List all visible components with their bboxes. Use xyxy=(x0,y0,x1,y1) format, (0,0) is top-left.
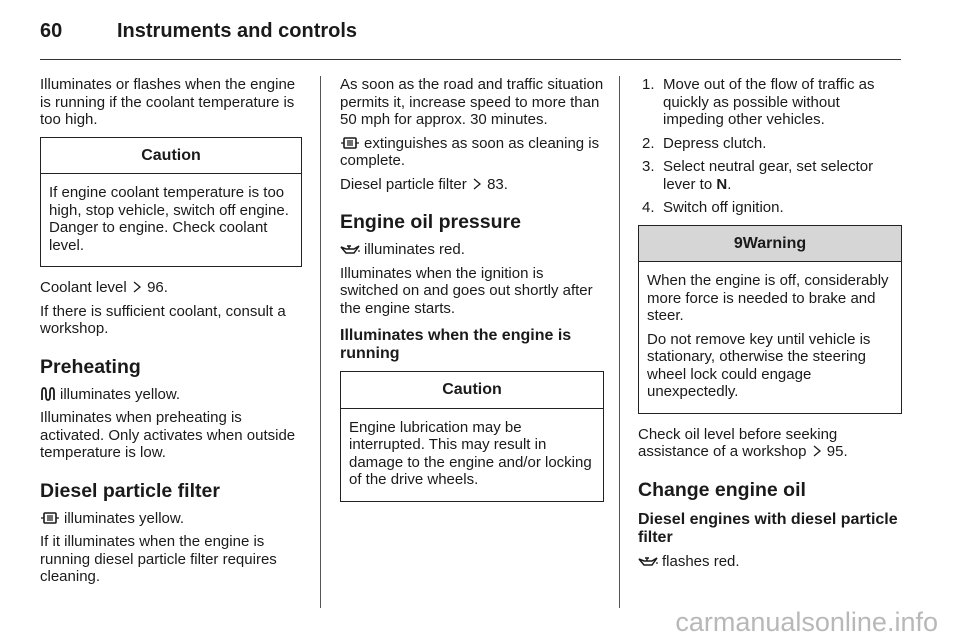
oil-can-icon xyxy=(340,243,360,257)
workshop-text: If there is sufficient coolant, consult a workshop. xyxy=(40,302,286,337)
preheating-heading: Preheating xyxy=(40,355,141,378)
page-ref[interactable]: 96. xyxy=(147,279,168,296)
steps-list xyxy=(638,76,902,217)
warning-text: When the engine is off, considerably more force is needed to brake and steer. xyxy=(647,272,889,324)
check-oil-ref: Check oil level before seeking assistance of a workshop 95. xyxy=(638,425,848,460)
list-item: 1. Move out of the flow of traffic as quickly as possible without impeding other vehicles. xyxy=(642,76,875,128)
warning-heading: 9Warning xyxy=(639,226,901,263)
change-oil-icon-line: flashes red. xyxy=(638,553,902,571)
column-3 xyxy=(638,76,902,576)
caution-heading: Caution xyxy=(41,138,301,175)
page-ref[interactable]: 83. xyxy=(487,175,508,193)
dpf-ref: Diesel particle filter 83. xyxy=(340,175,508,193)
page-ref-arrow-icon xyxy=(813,445,821,457)
oil-pressure-heading: Engine oil pressure xyxy=(340,211,521,233)
speed-text: As soon as the road and traffic situation permits it, increase speed to more than 50 mph for approx. 30 minutes. xyxy=(340,76,604,128)
change-oil-heading: Change engine oil xyxy=(638,478,806,501)
engine-running-subheading: Illuminates when the engine is running xyxy=(340,327,572,362)
page-number: 60 xyxy=(40,20,63,42)
oil-pressure-icon-line: illuminates red. xyxy=(340,241,604,259)
oil-can-icon xyxy=(638,555,658,569)
list-item: 2. Depress clutch. xyxy=(642,134,767,152)
page-title: Instruments and controls xyxy=(117,20,358,42)
warning-symbol: 9 xyxy=(733,234,743,252)
caution-box xyxy=(40,137,302,268)
intro-text: Illuminates or flashes when the engine is running if the coolant temperature is too high. xyxy=(40,76,296,128)
diesel-dpf-subheading: Diesel engines with diesel particle filter xyxy=(638,510,898,546)
page-ref[interactable]: 95. xyxy=(826,443,848,460)
dpf-text: If it illuminates when the engine is running diesel particle filter requires cleaning. xyxy=(40,533,277,585)
column-1 xyxy=(40,76,302,592)
column-2 xyxy=(340,76,604,514)
caution-box xyxy=(340,371,604,502)
column-divider xyxy=(619,76,620,608)
dpf-icon xyxy=(40,510,60,526)
caution-text: Engine lubrication may be interrupted. This may result in damage to the engine and/or locking of the drive wheels. xyxy=(349,418,592,488)
preheating-icon-line: illuminates yellow. xyxy=(40,386,302,404)
warning-box xyxy=(638,225,902,414)
header-rule xyxy=(40,59,901,60)
caution-text: If engine coolant temperature is too high, stop vehicle, switch off engine. Danger to engine. Check coolant level. xyxy=(49,184,289,254)
caution-heading: Caution xyxy=(341,372,603,409)
warning-text: Do not remove key until vehicle is stationary, otherwise the steering wheel lock could engage unexpectedly. xyxy=(647,330,871,400)
column-divider xyxy=(320,76,321,608)
page-ref-arrow-icon xyxy=(133,281,141,293)
dpf-heading: Diesel particle filter xyxy=(40,479,220,502)
list-item: 4. Switch off ignition. xyxy=(642,199,784,216)
dpf-extinguish-line: extinguishes as soon as cleaning is complete. xyxy=(340,134,600,169)
preheating-text: Illuminates when preheating is activated. Only activates when outside temperature is low. xyxy=(40,409,296,461)
list-item: 3. Select neutral gear, set selector lever to N. xyxy=(642,158,874,193)
coolant-ref: Coolant level 96. xyxy=(40,279,168,296)
page-ref-arrow-icon xyxy=(473,178,481,190)
coil-icon xyxy=(40,386,56,402)
oil-pressure-text: Illuminates when the ignition is switched on and goes out shortly after the engine starts. xyxy=(340,264,593,317)
watermark: carmanualsonline.info xyxy=(675,607,938,637)
dpf-icon xyxy=(340,135,360,151)
dpf-icon-line: illuminates yellow. xyxy=(40,510,302,528)
